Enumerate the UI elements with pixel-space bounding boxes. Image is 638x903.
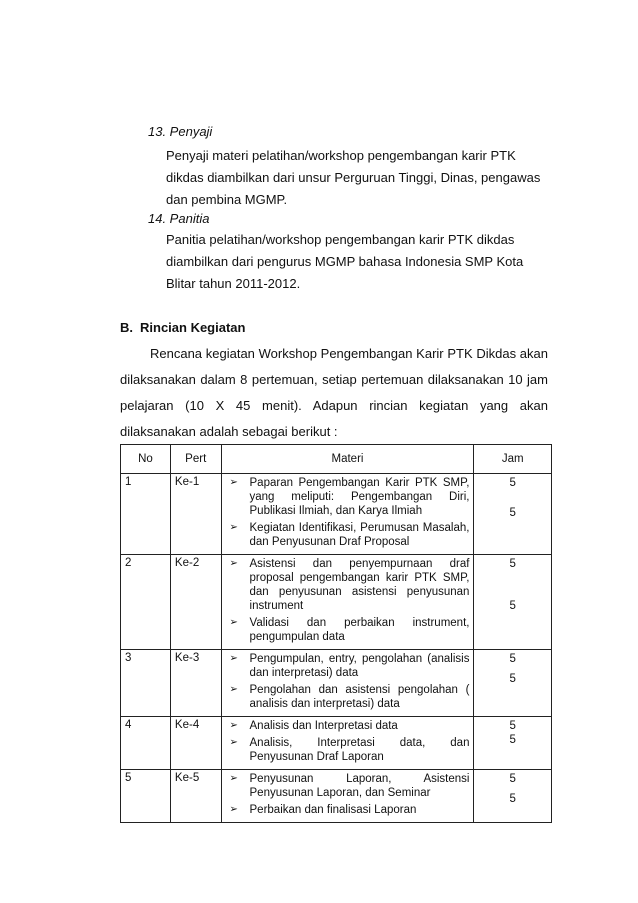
materi-text: Penyusunan Laporan, Asistensi Penyusunan Laporan, dan Seminar [249,773,470,799]
cell-pert: Ke-4 [170,717,221,770]
materi-list [226,772,470,817]
arrow-bullet-icon: ➢ [229,773,238,784]
cell-jam [474,650,552,717]
materi-text: Pengolahan dan asistensi pengolahan ( analisis dan interpretasi) data [249,684,470,710]
jam-value: 5 [509,653,516,665]
table-header-row [121,445,552,474]
materi-text: Asistensi dan penyempurnaan draf proposal pengembangan karir PTK SMP, dan penyusunan asistensi penyusunan instrument [249,558,470,612]
jam-value: 5 [509,558,516,570]
cell-materi [221,717,474,770]
cell-no: 4 [121,717,171,770]
cell-jam [474,717,552,770]
jam-value: 5 [509,793,516,805]
jam-value: 5 [509,477,516,489]
materi-list [226,557,470,644]
cell-materi [221,555,474,650]
item-13-line: dikdas diambilkan dari unsur Perguruan Tinggi, Dinas, pengawas [166,170,541,185]
item-14-line: Panitia pelatihan/workshop pengembangan karir PTK dikdas [166,232,515,247]
section-b-heading [120,320,245,335]
materi-item [226,652,470,680]
materi-text: Analisis dan Interpretasi data [249,720,398,732]
jam-value: 5 [509,507,516,519]
materi-text: Pengumpulan, entry, pengolahan (analisis dan interpretasi) data [249,653,470,679]
cell-materi [221,650,474,717]
cell-pert: Ke-1 [170,474,221,555]
materi-item [226,736,470,764]
materi-list [226,652,470,711]
arrow-bullet-icon: ➢ [229,804,238,815]
header-materi: Materi [221,445,474,474]
table-row [121,555,552,650]
jam-value: 5 [509,734,516,746]
materi-text: Validasi dan perbaikan instrument, pengumpulan data [249,617,470,643]
arrow-bullet-icon: ➢ [229,737,238,748]
materi-item [226,772,470,800]
materi-item [226,476,470,518]
cell-pert: Ke-5 [170,770,221,823]
materi-item [226,719,470,733]
section-b-paragraph [120,341,548,445]
section-b-title: Rincian Kegiatan [140,320,246,335]
materi-list [226,719,470,764]
table-row [121,474,552,555]
table-body [121,474,552,823]
body-line: Rencana kegiatan Workshop Pengembangan Karir PTK Dikdas akan [150,346,548,361]
item-14-line: Blitar tahun 2011-2012. [166,276,301,291]
materi-list [226,476,470,549]
item-14-line: diambilkan dari pengurus MGMP bahasa Indonesia SMP Kota [166,254,524,269]
materi-text: Analisis, Interpretasi data, dan Penyusunan Draf Laporan [249,737,470,763]
header-jam: Jam [474,445,552,474]
arrow-bullet-icon: ➢ [229,477,238,488]
item-13-line: dan pembina MGMP. [166,192,288,207]
table-row [121,717,552,770]
header-pert: Pert [170,445,221,474]
jam-value: 5 [509,673,516,685]
materi-text: Perbaikan dan finalisasi Laporan [249,804,417,816]
materi-item [226,616,470,644]
materi-item [226,521,470,549]
body-line: pelajaran (10 X 45 menit). Adapun rincian kegiatan yang akan [120,398,548,413]
table-row [121,650,552,717]
item-14-paragraph [166,229,546,295]
cell-jam [474,474,552,555]
arrow-bullet-icon: ➢ [229,720,238,731]
cell-no: 5 [121,770,171,823]
cell-pert: Ke-3 [170,650,221,717]
header-no: No [121,445,171,474]
cell-no: 3 [121,650,171,717]
cell-materi [221,770,474,823]
arrow-bullet-icon: ➢ [229,558,238,569]
jam-value: 5 [509,773,516,785]
item-14-title: 14. Panitia [148,211,210,226]
cell-jam [474,555,552,650]
arrow-bullet-icon: ➢ [229,617,238,628]
materi-item [226,803,470,817]
materi-text: Paparan Pengembangan Karir PTK SMP, yang meliputi: Pengembangan Diri, Publikasi Ilmiah, dan Karya Ilmiah [249,477,470,517]
cell-no: 2 [121,555,171,650]
arrow-bullet-icon: ➢ [229,653,238,664]
materi-item [226,557,470,613]
materi-item [226,683,470,711]
arrow-bullet-icon: ➢ [229,522,238,533]
body-line: dilaksanakan adalah sebagai berikut : [120,424,338,439]
cell-jam [474,770,552,823]
materi-text: Kegiatan Identifikasi, Perumusan Masalah, dan Penyusunan Draf Proposal [249,522,470,548]
item-13-title: 13. Penyaji [148,124,213,139]
jam-value: 5 [509,720,516,732]
cell-no: 1 [121,474,171,555]
table-row [121,770,552,823]
cell-pert: Ke-2 [170,555,221,650]
section-b-letter: B. [120,320,133,335]
arrow-bullet-icon: ➢ [229,684,238,695]
cell-materi [221,474,474,555]
jam-value: 5 [509,600,516,612]
body-line: dilaksanakan dalam 8 pertemuan, setiap pertemuan dilaksanakan 10 jam [120,372,548,387]
item-13-line: Penyaji materi pelatihan/workshop pengembangan karir PTK [166,148,516,163]
kegiatan-table [120,444,552,823]
item-13-paragraph [166,145,546,211]
